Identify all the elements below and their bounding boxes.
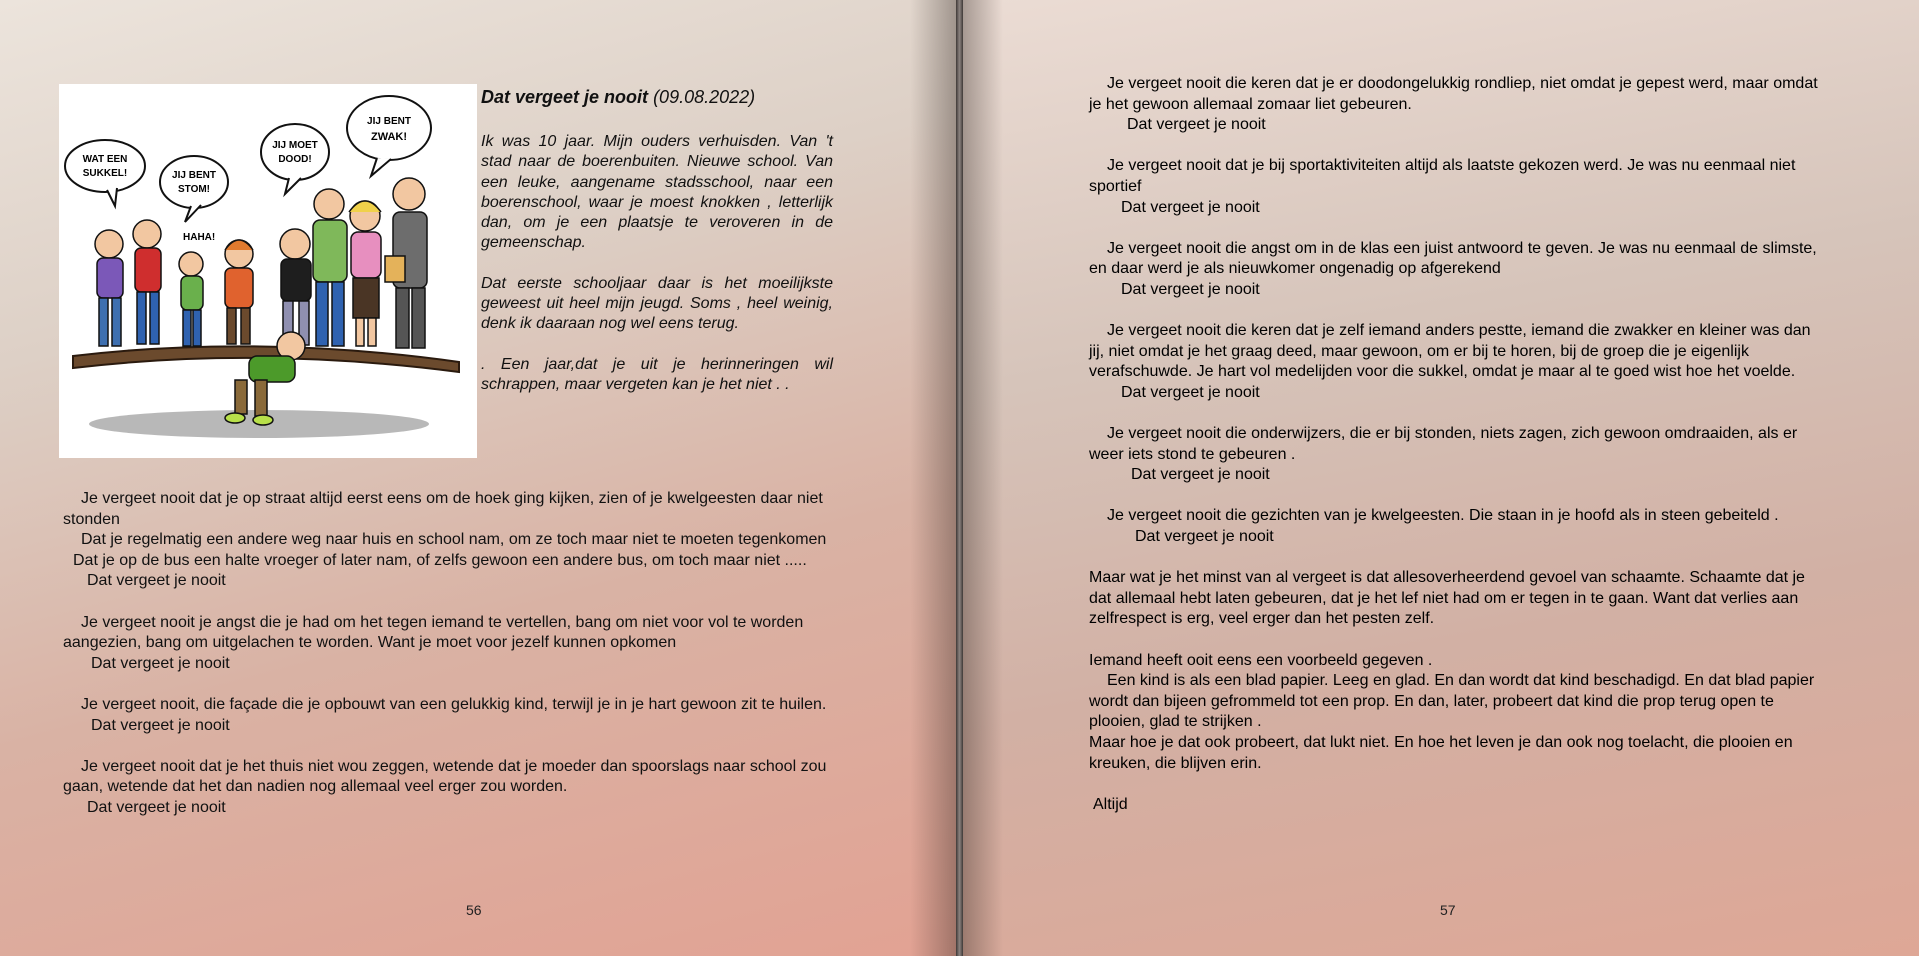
refrain: Dat vergeet je nooit bbox=[1121, 198, 1260, 216]
paragraph bbox=[63, 613, 839, 675]
svg-text:ZWAK!: ZWAK! bbox=[370, 131, 408, 143]
paragraph bbox=[63, 695, 839, 736]
refrain: Dat vergeet je nooit bbox=[1121, 280, 1260, 298]
refrain: Dat vergeet je nooit bbox=[91, 654, 230, 672]
paragraph: Maar wat je het minst van al vergeet is dat allesoverheerdend gevoel van schaamte. Schaamte dat je dat allemaal hebt laten gebeuren, dat je het lef niet had om er tegen in te gaan. Want dat verlies aan zelfrespect is erg, veel erger dan het pesten zelf. bbox=[1089, 569, 1805, 628]
haha-text: HAHA! bbox=[183, 232, 216, 243]
paragraph-text: Iemand heeft ooit eens een voorbeeld gegeven . bbox=[1089, 651, 1433, 669]
intro-paragraph: . Een jaar,dat je uit je herinneringen wil schrappen, maar vergeten kan je het niet . . bbox=[481, 355, 833, 393]
closing-text: Altijd bbox=[1093, 795, 1128, 813]
refrain: Dat vergeet je nooit bbox=[91, 716, 230, 734]
svg-text:STOM!: STOM! bbox=[177, 184, 211, 195]
refrain: Dat vergeet je nooit bbox=[1131, 466, 1270, 484]
refrain: Dat vergeet je nooit bbox=[1127, 116, 1266, 134]
left-page bbox=[0, 0, 956, 956]
svg-text:JIJ BENT: JIJ BENT bbox=[367, 116, 411, 127]
paragraph-text: Je vergeet nooit dat je op straat altijd eerst eens om de hoek ging kijken, zien of je kwelgeesten daar niet stonden bbox=[63, 490, 823, 528]
bullying-cartoon-illustration bbox=[59, 84, 477, 458]
paragraph-text: Je vergeet nooit je angst die je had om het tegen iemand te vertellen, bang om niet voor vol te worden aangezien, bang om uitgelachen te worden. Want je moet voor jezelf kunnen opkomen bbox=[63, 613, 804, 652]
svg-text:JIJ BENT: JIJ BENT bbox=[172, 170, 216, 181]
paragraph bbox=[1089, 74, 1818, 136]
paragraph-text: Je vergeet nooit, die façade die je opbouwt van een gelukkig kind, terwijl je in je hart gewoon zit te huilen. bbox=[81, 695, 827, 713]
story-intro bbox=[481, 132, 833, 415]
paragraph-text: Je vergeet nooit die gezichten van je kwelgeesten. Die staan in je hoofd als in steen gebeiteld . bbox=[1107, 507, 1779, 525]
paragraph-text: Je vergeet nooit dat je bij sportaktiviteiten altijd als laatste gekozen werd. Je was nu eenmaal niet sportief bbox=[1089, 157, 1796, 195]
book-spine bbox=[956, 0, 963, 956]
paragraph bbox=[1089, 156, 1818, 218]
paragraph-text: Je vergeet nooit dat je het thuis niet wou zeggen, wetende dat je moeder dan spoorslags naar school zou gaan, wetende dat het dan nadien nog allemaal veel erger zou worden. bbox=[63, 757, 827, 796]
right-page-body bbox=[1089, 74, 1818, 836]
story-title: Dat vergeet je nooit bbox=[481, 87, 649, 107]
left-page-body bbox=[63, 489, 839, 839]
paragraph-text: Je vergeet nooit die onderwijzers, die er bij stonden, niets zagen, zich gewoon omdraaiden, als er weer iets stond te gebeuren . bbox=[1089, 425, 1798, 463]
paragraph-text: Je vergeet nooit die keren dat je zelf iemand anders pestte, iemand die zwakker en kleiner was dan jij, niet omdat je het graag deed, maar gewoon, om er bij te horen, bij de groep die je eigenlijk verafschuwde. Je hart vol medelijden voor die sukkel, omdat je maar al te goed wist hoe het voelde. bbox=[1089, 322, 1811, 381]
paragraph bbox=[1089, 651, 1818, 775]
intro-paragraph: Dat eerste schooljaar daar is het moeilijkste geweest uit heel mijn jeugd. Soms , heel weinig, denk ik daaraan nog wel eens terug. bbox=[481, 274, 833, 333]
paragraph-text: Een kind is als een blad papier. Leeg en glad. En dan wordt dat kind beschadigd. En dat blad papier wordt dan bijeen gefrommeld tot een prop. En dan, later, probeert dat kind die prop terug open te plooien, glad te strijken . bbox=[1089, 672, 1815, 731]
refrain: Dat vergeet je nooit bbox=[87, 798, 226, 816]
paragraph bbox=[1089, 239, 1818, 301]
paragraph bbox=[1089, 506, 1818, 547]
svg-text:JIJ MOET: JIJ MOET bbox=[272, 140, 318, 151]
closing-word bbox=[1089, 795, 1818, 816]
svg-text:WAT EEN: WAT EEN bbox=[82, 154, 128, 165]
story-heading bbox=[481, 87, 841, 108]
svg-text:DOOD!: DOOD! bbox=[278, 154, 312, 165]
paragraph bbox=[63, 489, 839, 592]
intro-paragraph: Ik was 10 jaar. Mijn ouders verhuisden. Van 't stad naar de boerenbuiten. Nieuwe school. Van een leuke, aangename stadsschool, naar een boerenschool, waar je moest knokken , letterlijk dan, om je een plaatsje te veroveren in de gemeenschap. bbox=[481, 133, 833, 252]
refrain: Dat vergeet je nooit bbox=[1135, 528, 1274, 546]
svg-text:SUKKEL!: SUKKEL! bbox=[82, 168, 128, 179]
paragraph-text: Maar hoe je dat ook probeert, dat lukt niet. En hoe het leven je dan ook nog toelacht, die plooien en kreuken, die blijven erin. bbox=[1089, 734, 1793, 772]
page-number: 57 bbox=[1440, 902, 1456, 918]
page-number: 56 bbox=[466, 902, 482, 918]
paragraph bbox=[1089, 321, 1818, 403]
paragraph-text: Je vergeet nooit die angst om in de klas een juist antwoord te geven. Je was nu eenmaal de slimste, en daar werd je als nieuwkomer ongenadig op afgerekend bbox=[1089, 239, 1817, 278]
paragraph-text: Dat je op de bus een halte vroeger of later nam, of zelfs gewoon een andere bus, om toch maar niet ..... bbox=[73, 551, 807, 569]
paragraph-text: Dat je regelmatig een andere weg naar huis en school nam, om ze toch maar niet te moeten tegenkomen bbox=[81, 531, 827, 549]
paragraph bbox=[63, 757, 839, 819]
story-date: (09.08.2022) bbox=[653, 87, 756, 107]
paragraph-text: Je vergeet nooit die keren dat je er doodongelukkig rondliep, niet omdat je gepest werd, maar omdat je het gewoon allemaal zomaar liet gebeuren. bbox=[1089, 75, 1818, 113]
refrain: Dat vergeet je nooit bbox=[1121, 383, 1260, 401]
refrain: Dat vergeet je nooit bbox=[87, 572, 226, 590]
paragraph bbox=[1089, 424, 1818, 486]
